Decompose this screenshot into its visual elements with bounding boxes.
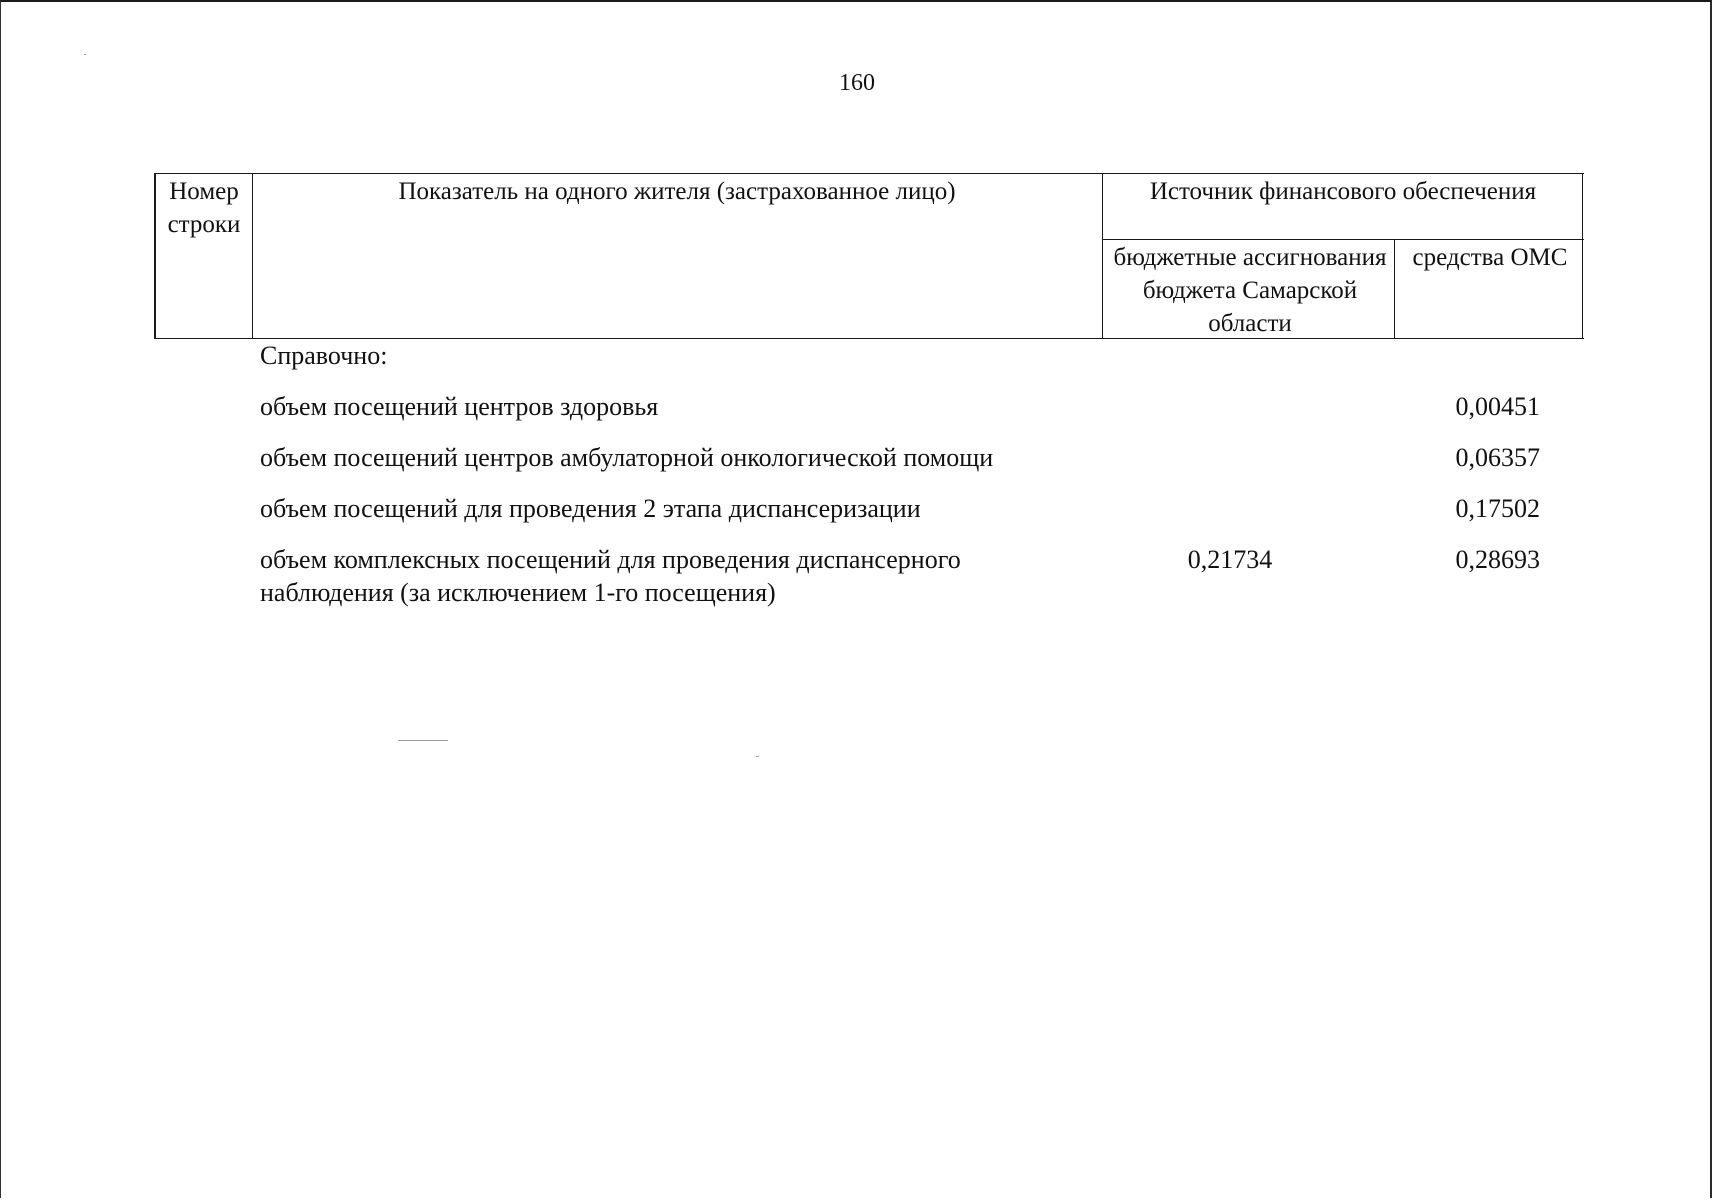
- scan-speck: [84, 54, 86, 55]
- table-header: [154, 173, 1584, 339]
- row-oms-value: 0,00451: [1455, 392, 1540, 421]
- header-row-number: Номер строки: [167, 178, 241, 238]
- header-budget: бюджетные ассигнования бюджета Самарской области: [1113, 244, 1387, 337]
- reference-label: Справочно:: [260, 341, 388, 370]
- row-name: объем посещений для проведения 2 этапа диспансеризации: [260, 494, 921, 523]
- row-oms-value: 0,17502: [1455, 494, 1540, 523]
- table-divider-2: [1102, 173, 1103, 339]
- table-divider-funding: [1102, 239, 1584, 240]
- row-budget-value: 0,21734: [1187, 545, 1273, 574]
- header-indicator: Показатель на одного жителя (застрахованное лицо): [398, 178, 956, 205]
- table-border-left: [154, 173, 156, 339]
- scan-speck: [756, 756, 759, 757]
- header-oms: средства ОМС: [1412, 244, 1568, 271]
- row-name: объем посещений центров здоровья: [260, 392, 659, 421]
- table-border-top: [154, 173, 1584, 174]
- table-divider-1: [252, 173, 253, 339]
- scan-speck: [398, 740, 448, 741]
- header-funding-source: Источник финансового обеспечения: [1149, 178, 1537, 205]
- row-oms-value: 0,28693: [1455, 545, 1540, 574]
- row-name: объем посещений центров амбулаторной онкологической помощи: [260, 443, 994, 472]
- row-name: объем комплексных посещений для проведения диспансерного наблюдения (за исключением 1-го посещения): [260, 545, 961, 607]
- page-number: 160: [839, 70, 875, 96]
- table-divider-3: [1394, 239, 1395, 339]
- row-oms-value: 0,06357: [1455, 443, 1540, 472]
